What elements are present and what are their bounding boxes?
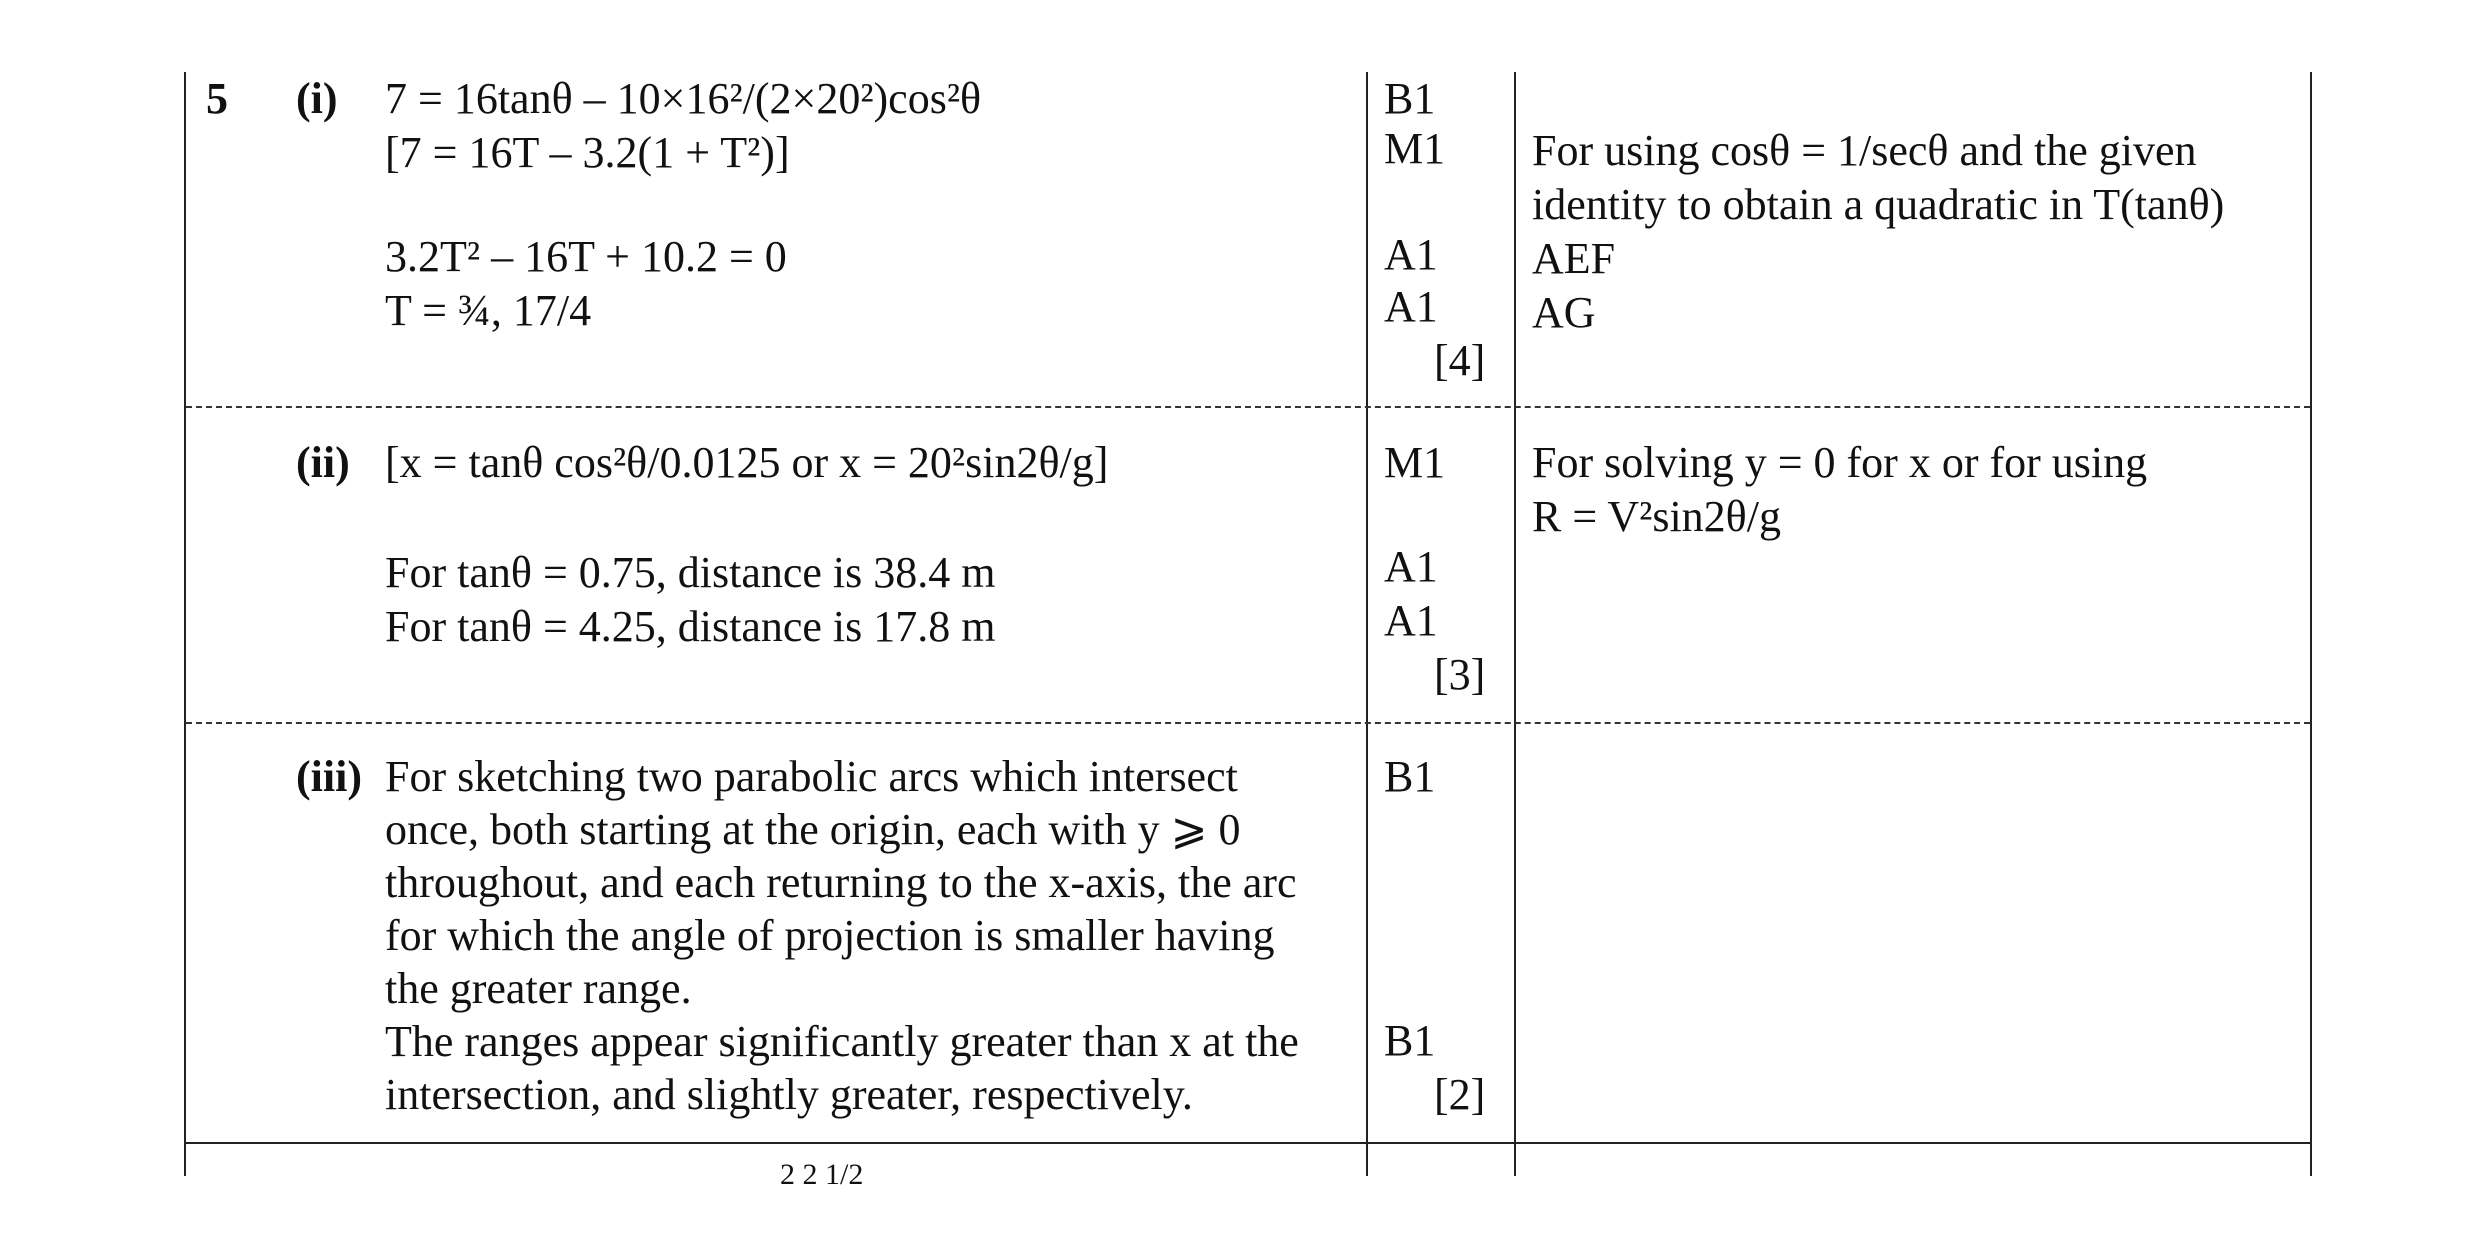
part-i-guidance-line-4: AG [1532,288,1596,337]
part-i-working-line-3: 3.2T² – 16T + 10.2 = 0 [385,232,787,281]
part-iii-working-line-4: for which the angle of projection is smaller having [385,911,1275,960]
question-number: 5 [206,74,228,123]
table-right-border [2310,72,2312,1176]
part-iii-total: [2] [1434,1070,1486,1119]
part-i-guidance-line-1: For using cosθ = 1/secθ and the given [1532,126,2197,175]
part-i-working-line-2: [7 = 16T – 3.2(1 + T²)] [385,128,790,177]
part-ii-guidance-line-1: For solving y = 0 for x or for using [1532,438,2148,487]
part-ii-working-line-1: [x = tanθ cos²θ/0.0125 or x = 20²sin2θ/g] [385,438,1109,487]
part-ii-working-line-2: For tanθ = 0.75, distance is 38.4 m [385,548,996,597]
marks-column-left-border [1366,72,1368,1176]
part-i-guidance-line-3: AEF [1532,234,1616,283]
part-i-mark-2: M1 [1384,124,1446,173]
part-i-working-line-1: 7 = 16tanθ – 10×16²/(2×20²)cos²θ [385,74,982,123]
part-iii-working-line-7: intersection, and slightly greater, respectively. [385,1070,1193,1119]
question-bottom-border [184,1142,2312,1144]
part-i-mark-4: A1 [1384,282,1438,331]
part-ii-mark-3: A1 [1384,596,1438,645]
part-separator-i-ii [186,406,2310,408]
part-label-iii: (iii) [296,752,362,801]
part-iii-working-line-3: throughout, and each returning to the x-axis, the arc [385,858,1297,907]
part-ii-guidance-line-2: R = V²sin2θ/g [1532,492,1781,541]
part-ii-working-line-3: For tanθ = 4.25, distance is 17.8 m [385,602,996,651]
part-i-mark-1: B1 [1384,74,1436,123]
part-i-total: [4] [1434,336,1486,385]
part-iii-mark-2: B1 [1384,1016,1436,1065]
part-ii-mark-1: M1 [1384,438,1446,487]
part-i-mark-3: A1 [1384,230,1438,279]
part-iii-working-line-5: the greater range. [385,964,692,1013]
part-label-ii: (ii) [296,438,350,487]
part-i-working-line-4: T = ¾, 17/4 [385,286,592,335]
part-ii-total: [3] [1434,650,1486,699]
part-label-i: (i) [296,74,338,123]
next-row-fragment: 2 2 1/2 [780,1158,864,1191]
part-ii-mark-2: A1 [1384,542,1438,591]
guidance-column-left-border [1514,72,1516,1176]
part-iii-working-line-2: once, both starting at the origin, each with y ⩾ 0 [385,805,1241,854]
part-i-guidance-line-2: identity to obtain a quadratic in T(tanθ) [1532,180,2225,229]
part-iii-working-line-1: For sketching two parabolic arcs which intersect [385,752,1238,801]
part-separator-ii-iii [186,722,2310,724]
table-left-border [184,72,186,1176]
part-iii-mark-1: B1 [1384,752,1436,801]
part-iii-working-line-6: The ranges appear significantly greater than x at the [385,1017,1299,1066]
